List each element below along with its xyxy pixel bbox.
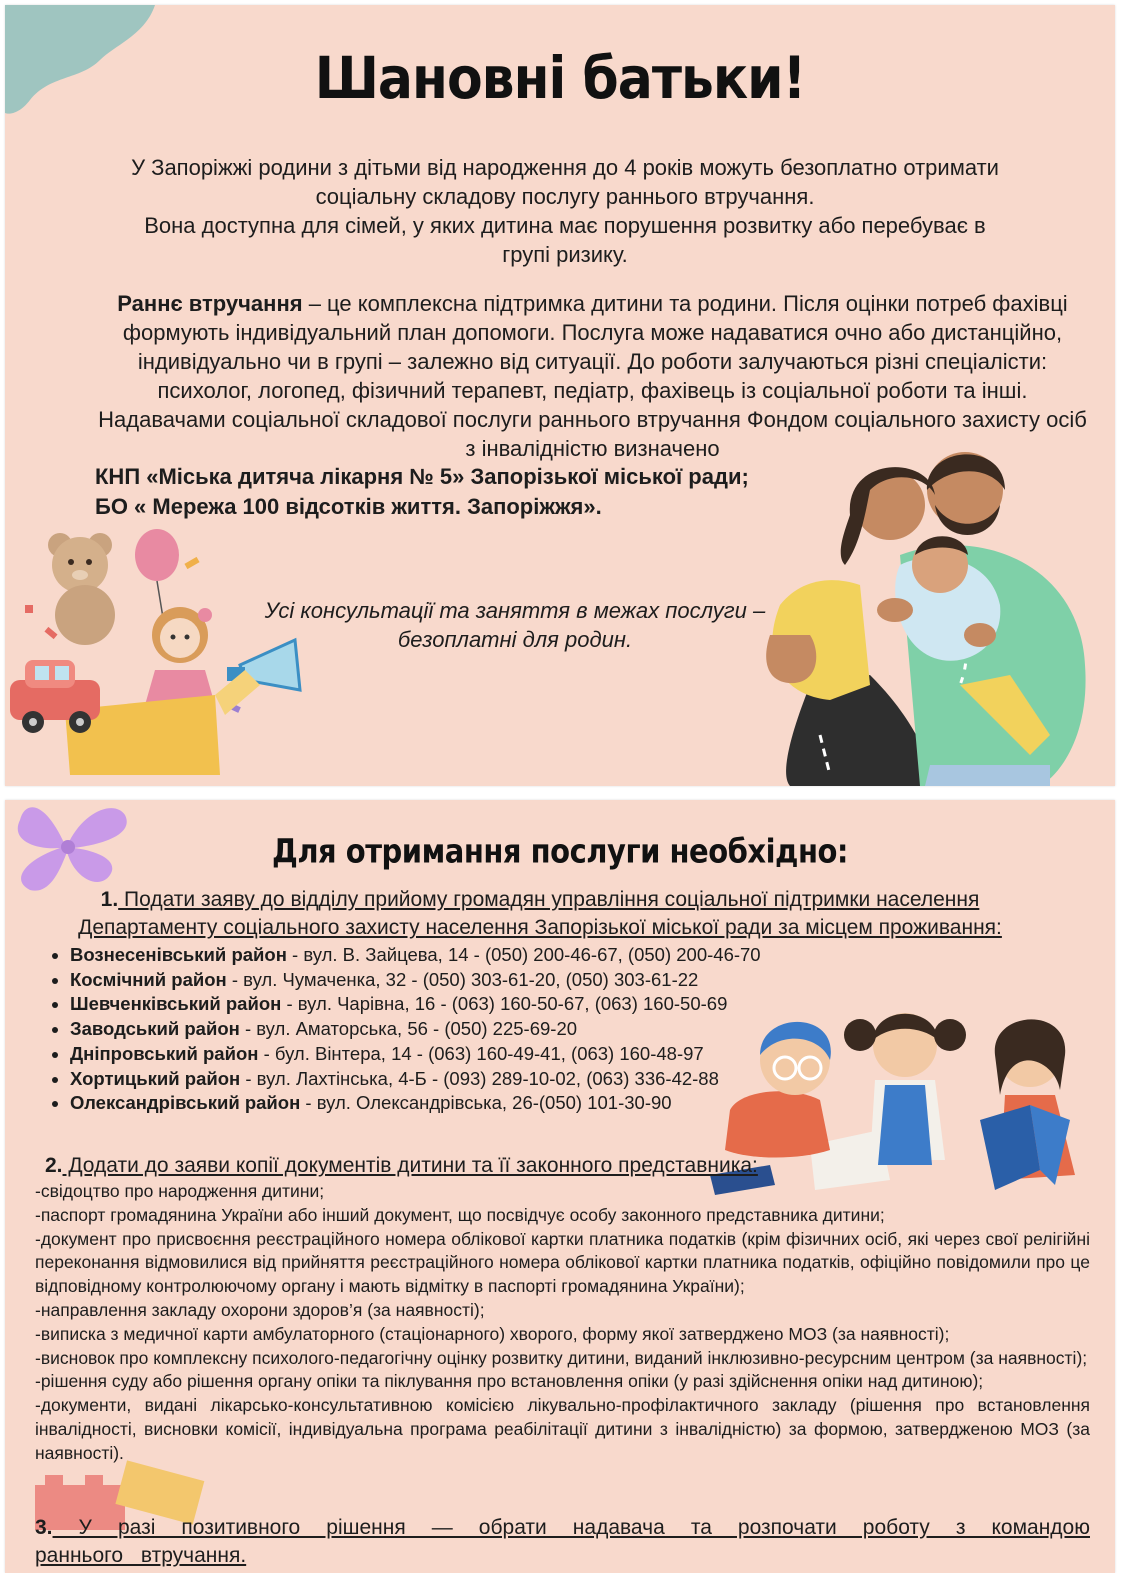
district-details: - вул. В. Зайцева, 14 - (050) 200-46-67, (050) 200-46-70 (286, 944, 761, 965)
document-item: -паспорт громадянина України або інший документ, що посвідчує особу законного представника дитини; (35, 1204, 885, 1225)
district-name: Дніпровський район (70, 1042, 259, 1064)
intro-paragraph: У Запоріжжі родини з дітьми від народження до 4 років можуть безоплатно отримати соціальну складову послугу раннього втручання. (131, 155, 999, 209)
kids-illustration-icon (710, 1000, 1105, 1200)
step-text: Додати до заяви копії документів дитини та її законного представника: (62, 1154, 758, 1177)
district-details: - вул. Чарівна, 16 - (063) 160-50-67, (063) 160-50-69 (281, 993, 728, 1015)
district-item (70, 943, 761, 968)
district-details: - вул. Чумаченка, 32 - (050) 303-61-20, (050) 303-61-22 (226, 968, 699, 990)
district-item (70, 1017, 761, 1042)
step-number: 3. (35, 1516, 53, 1539)
requirements-card (5, 800, 1115, 1573)
district-details: - вул. Олександрівська, 26-(050) 101-30-90 (300, 1092, 672, 1114)
step-3 (35, 1514, 1090, 1570)
district-item (70, 968, 761, 993)
district-name: Вознесенівський район (70, 944, 287, 965)
district-name: Хортицький район (70, 1067, 241, 1089)
document-item: -документи, видані лікарсько-консультативною комісією лікувально-профілактичного закладу (рішення про встановлення інвалідності, висновки комісії, індивідуальна програма реабілітації дитини з інвалідністю) за формою, затвердженою МОЗ (за наявності). (35, 1395, 1090, 1463)
document-item: -виписка з медичної карти амбулаторного (стаціонарного) хворого, форму якої затверджено МОЗ (за наявності); (35, 1323, 950, 1344)
providers-list (95, 462, 749, 522)
documents-list (35, 1180, 1090, 1466)
definition-text: – це комплексна підтримка дитини та родини. Після оцінки потреб фахівці формують індивідуальний план допомоги. Послуга може надаватися очно або дистанційно, індивідуально чи в групі – залежно від ситуації. До роботи залучаються різні спеціалісти: психолог, логопед, фізичний терапевт, педіатр, фахівець із соціальної роботи та інші. Надавачами соціальної складової послуги раннього втручання Фондом соціального захисту осіб з інвалідністю визначено (98, 291, 1087, 461)
district-details: - бул. Вінтера, 14 - (063) 160-49-41, (063) 160-48-97 (258, 1042, 704, 1064)
definition-term: Раннє втручання (117, 291, 303, 316)
intro-text (125, 153, 1005, 269)
district-name: Шевченківський район (70, 993, 282, 1015)
district-item (70, 1042, 761, 1067)
page-title: Шановні батьки! (314, 45, 806, 113)
intro-paragraph: Вона доступна для сімей, у яких дитина має порушення розвитку або перебуває в групі ризику. (144, 213, 986, 267)
step-text: Подати заяву до відділу прийому громадян управління соціальної підтримки населення Департаменту соціального захисту населення Запорізької міської ради за місцем проживання: (78, 888, 1002, 939)
document-item: -висновок про комплексну психолого-педагогічну оцінку розвитку дитини, виданий інклюзивно-ресурсним центром (за наявності); (35, 1347, 1088, 1368)
section-title: Для отримання послуги необхідно: (271, 831, 849, 871)
district-item (70, 1091, 761, 1116)
step-number: 2. (45, 1154, 63, 1177)
district-name: Заводський район (70, 1018, 240, 1040)
step-1 (35, 886, 1045, 942)
district-name: Космічний район (70, 968, 227, 990)
info-card-parents (5, 5, 1115, 786)
step-2 (45, 1152, 758, 1180)
step-text: У разі позитивного рішення — обрати надавача та розпочати роботу з командою раннього втручання. (35, 1516, 1090, 1567)
step-number: 1. (100, 888, 119, 911)
district-name: Олександрівський район (70, 1092, 301, 1114)
document-item: -направлення закладу охорони здоров’я (за наявності); (35, 1299, 485, 1320)
district-item (70, 1067, 761, 1092)
provider-item: БО « Мережа 100 відсотків життя. Запоріжжя». (95, 494, 602, 519)
document-item: -документ про присвоєння реєстраційного номера облікової картки платника податків (крім фізичних осіб, які через свої релігійні переконання відмовилися від прийняття реєстраційного номера облікової картки платника податків, офіційно повідомили про це відповідному контролюючому органу і мають відмітку в паспорті громадянина України); (35, 1228, 1090, 1297)
free-note: Усі консультації та заняття в межах послуги – безоплатні для родин. (264, 598, 766, 652)
district-item (70, 992, 761, 1017)
document-item: -рішення суду або рішення органу опіки та піклування про встановлення опіки (у разі здійснення опіки над дитиною); (35, 1371, 984, 1392)
district-list (50, 943, 761, 1116)
provider-item: КНП «Міська дитяча лікарня № 5» Запорізької міської ради; (95, 464, 749, 489)
district-details: - вул. Лахтінська, 4-Б - (093) 289-10-02, (063) 336-42-88 (240, 1067, 719, 1089)
district-details: - вул. Аматорська, 56 - (050) 225-69-20 (239, 1018, 578, 1040)
document-item: -свідоцтво про народження дитини; (35, 1181, 325, 1201)
toys-illustration-icon (5, 520, 315, 775)
family-illustration-icon (750, 435, 1095, 786)
